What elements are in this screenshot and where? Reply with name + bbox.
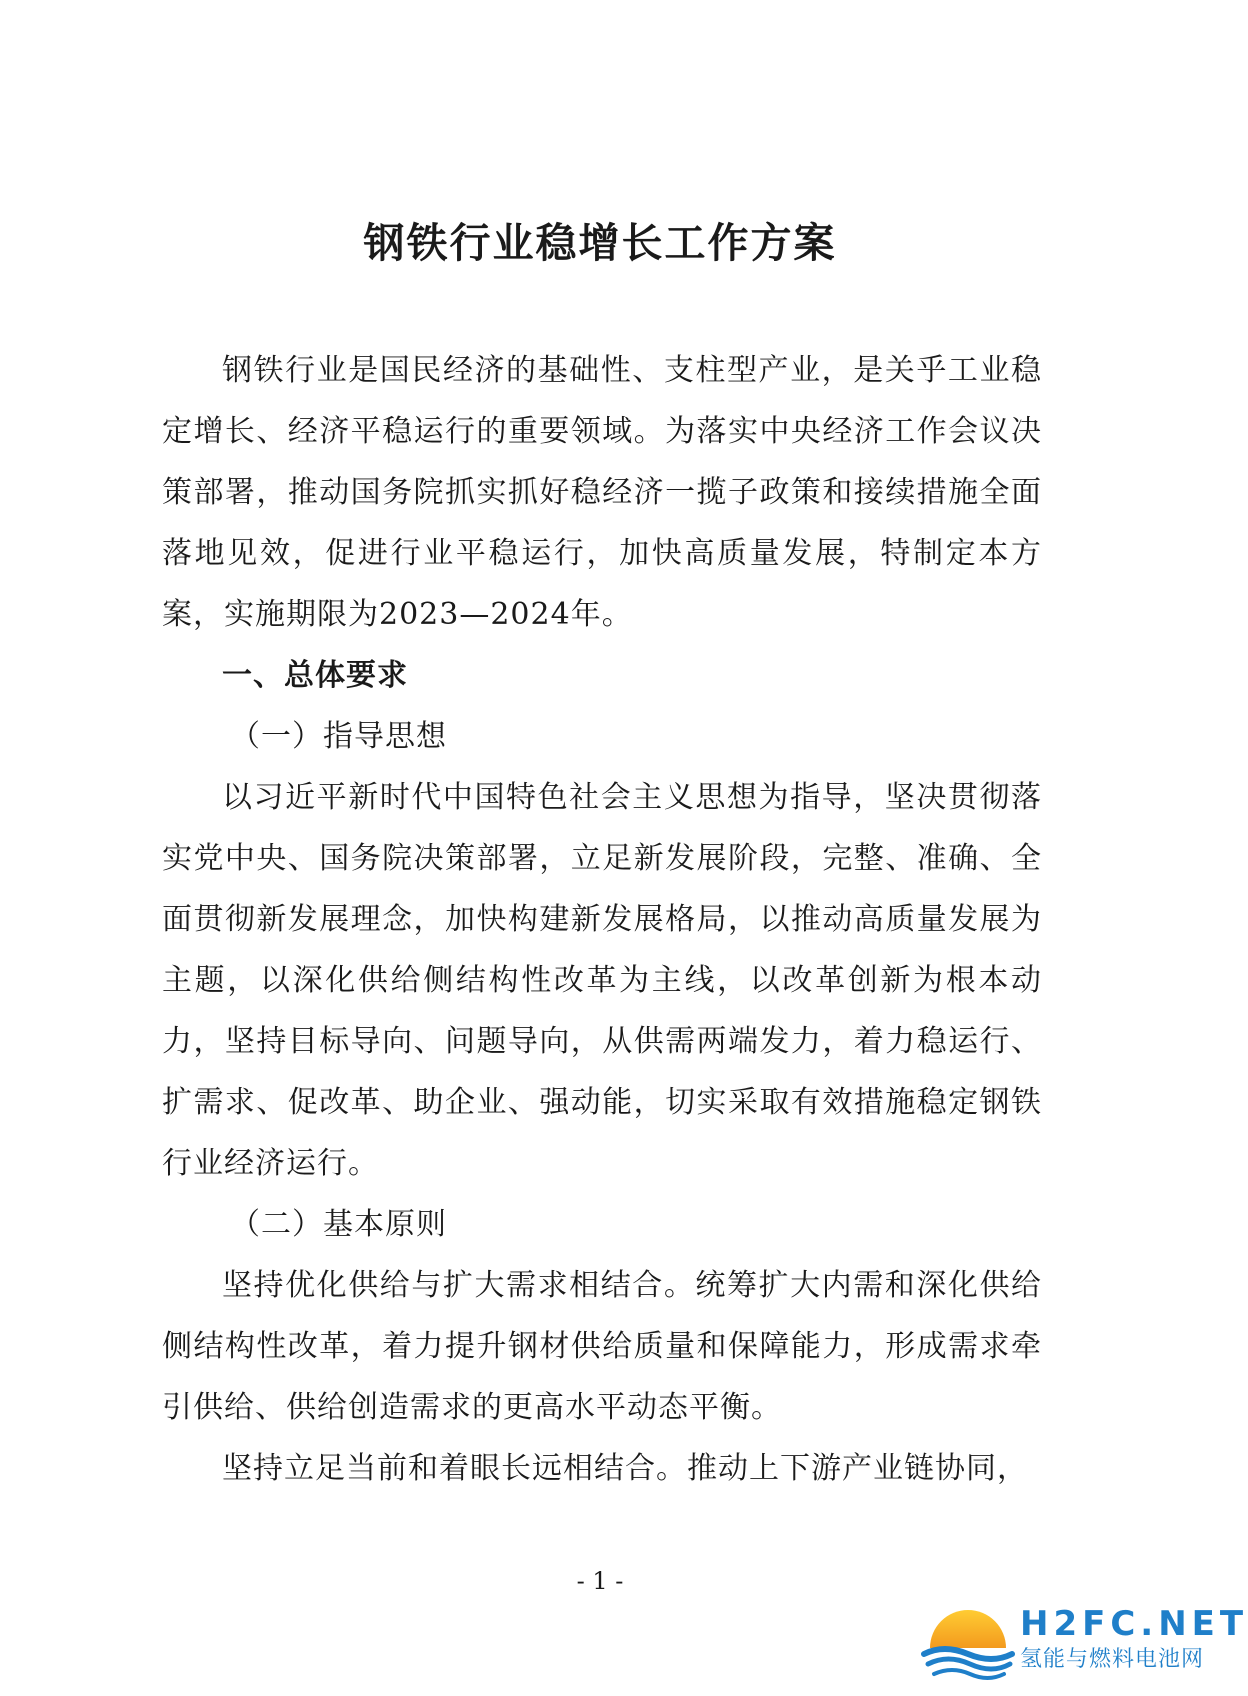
sun-waves-logo-icon xyxy=(920,1604,1016,1682)
document-title: 钢铁行业稳增长工作方案 xyxy=(363,219,837,267)
subsection-heading: （一）指导思想 xyxy=(230,719,447,754)
body-paragraph: 以习近平新时代中国特色社会主义思想为指导，坚决贯彻落实党中央、国务院决策部署，立足新发展阶段，完整、准确、全面贯彻新发展理念，加快构建新发展格局，以推动高质量发展为主题，以深化供给侧结构性改革为主线，以改革创新为根本动力，坚持目标导向、问题导向，从供需两端发力，着力稳运行、扩需求、促改革、助企业、强动能，切实采取有效措施稳定钢铁行业经济运行。 xyxy=(162,780,1042,1181)
body-paragraph: 钢铁行业是国民经济的基础性、支柱型产业，是关乎工业稳定增长、经济平稳运行的重要领域。为落实中央经济工作会议决策部署，推动国务院抓实抓好稳经济一揽子政策和接续措施全面落地见效，促进行业平稳运行，加快高质量发展，特制定本方案，实施期限为2023—2024年。 xyxy=(162,353,1042,632)
subsection-heading: （二）基本原则 xyxy=(230,1207,447,1242)
document-body xyxy=(162,340,1042,1499)
watermark-site-subtitle: 氢能与燃料电池网 xyxy=(1020,1647,1205,1672)
watermark-site-name: H2FC.NET xyxy=(1020,1604,1248,1644)
body-paragraph: 坚持立足当前和着眼长远相结合。推动上下游产业链协同， xyxy=(222,1451,1028,1486)
section-heading: 一、总体要求 xyxy=(222,658,408,693)
page-number: - 1 - xyxy=(576,1567,624,1595)
site-watermark xyxy=(920,1600,1248,1686)
body-paragraph: 坚持优化供给与扩大需求相结合。统筹扩大内需和深化供给侧结构性改革，着力提升钢材供给质量和保障能力，形成需求牵引供给、供给创造需求的更高水平动态平衡。 xyxy=(162,1268,1042,1425)
